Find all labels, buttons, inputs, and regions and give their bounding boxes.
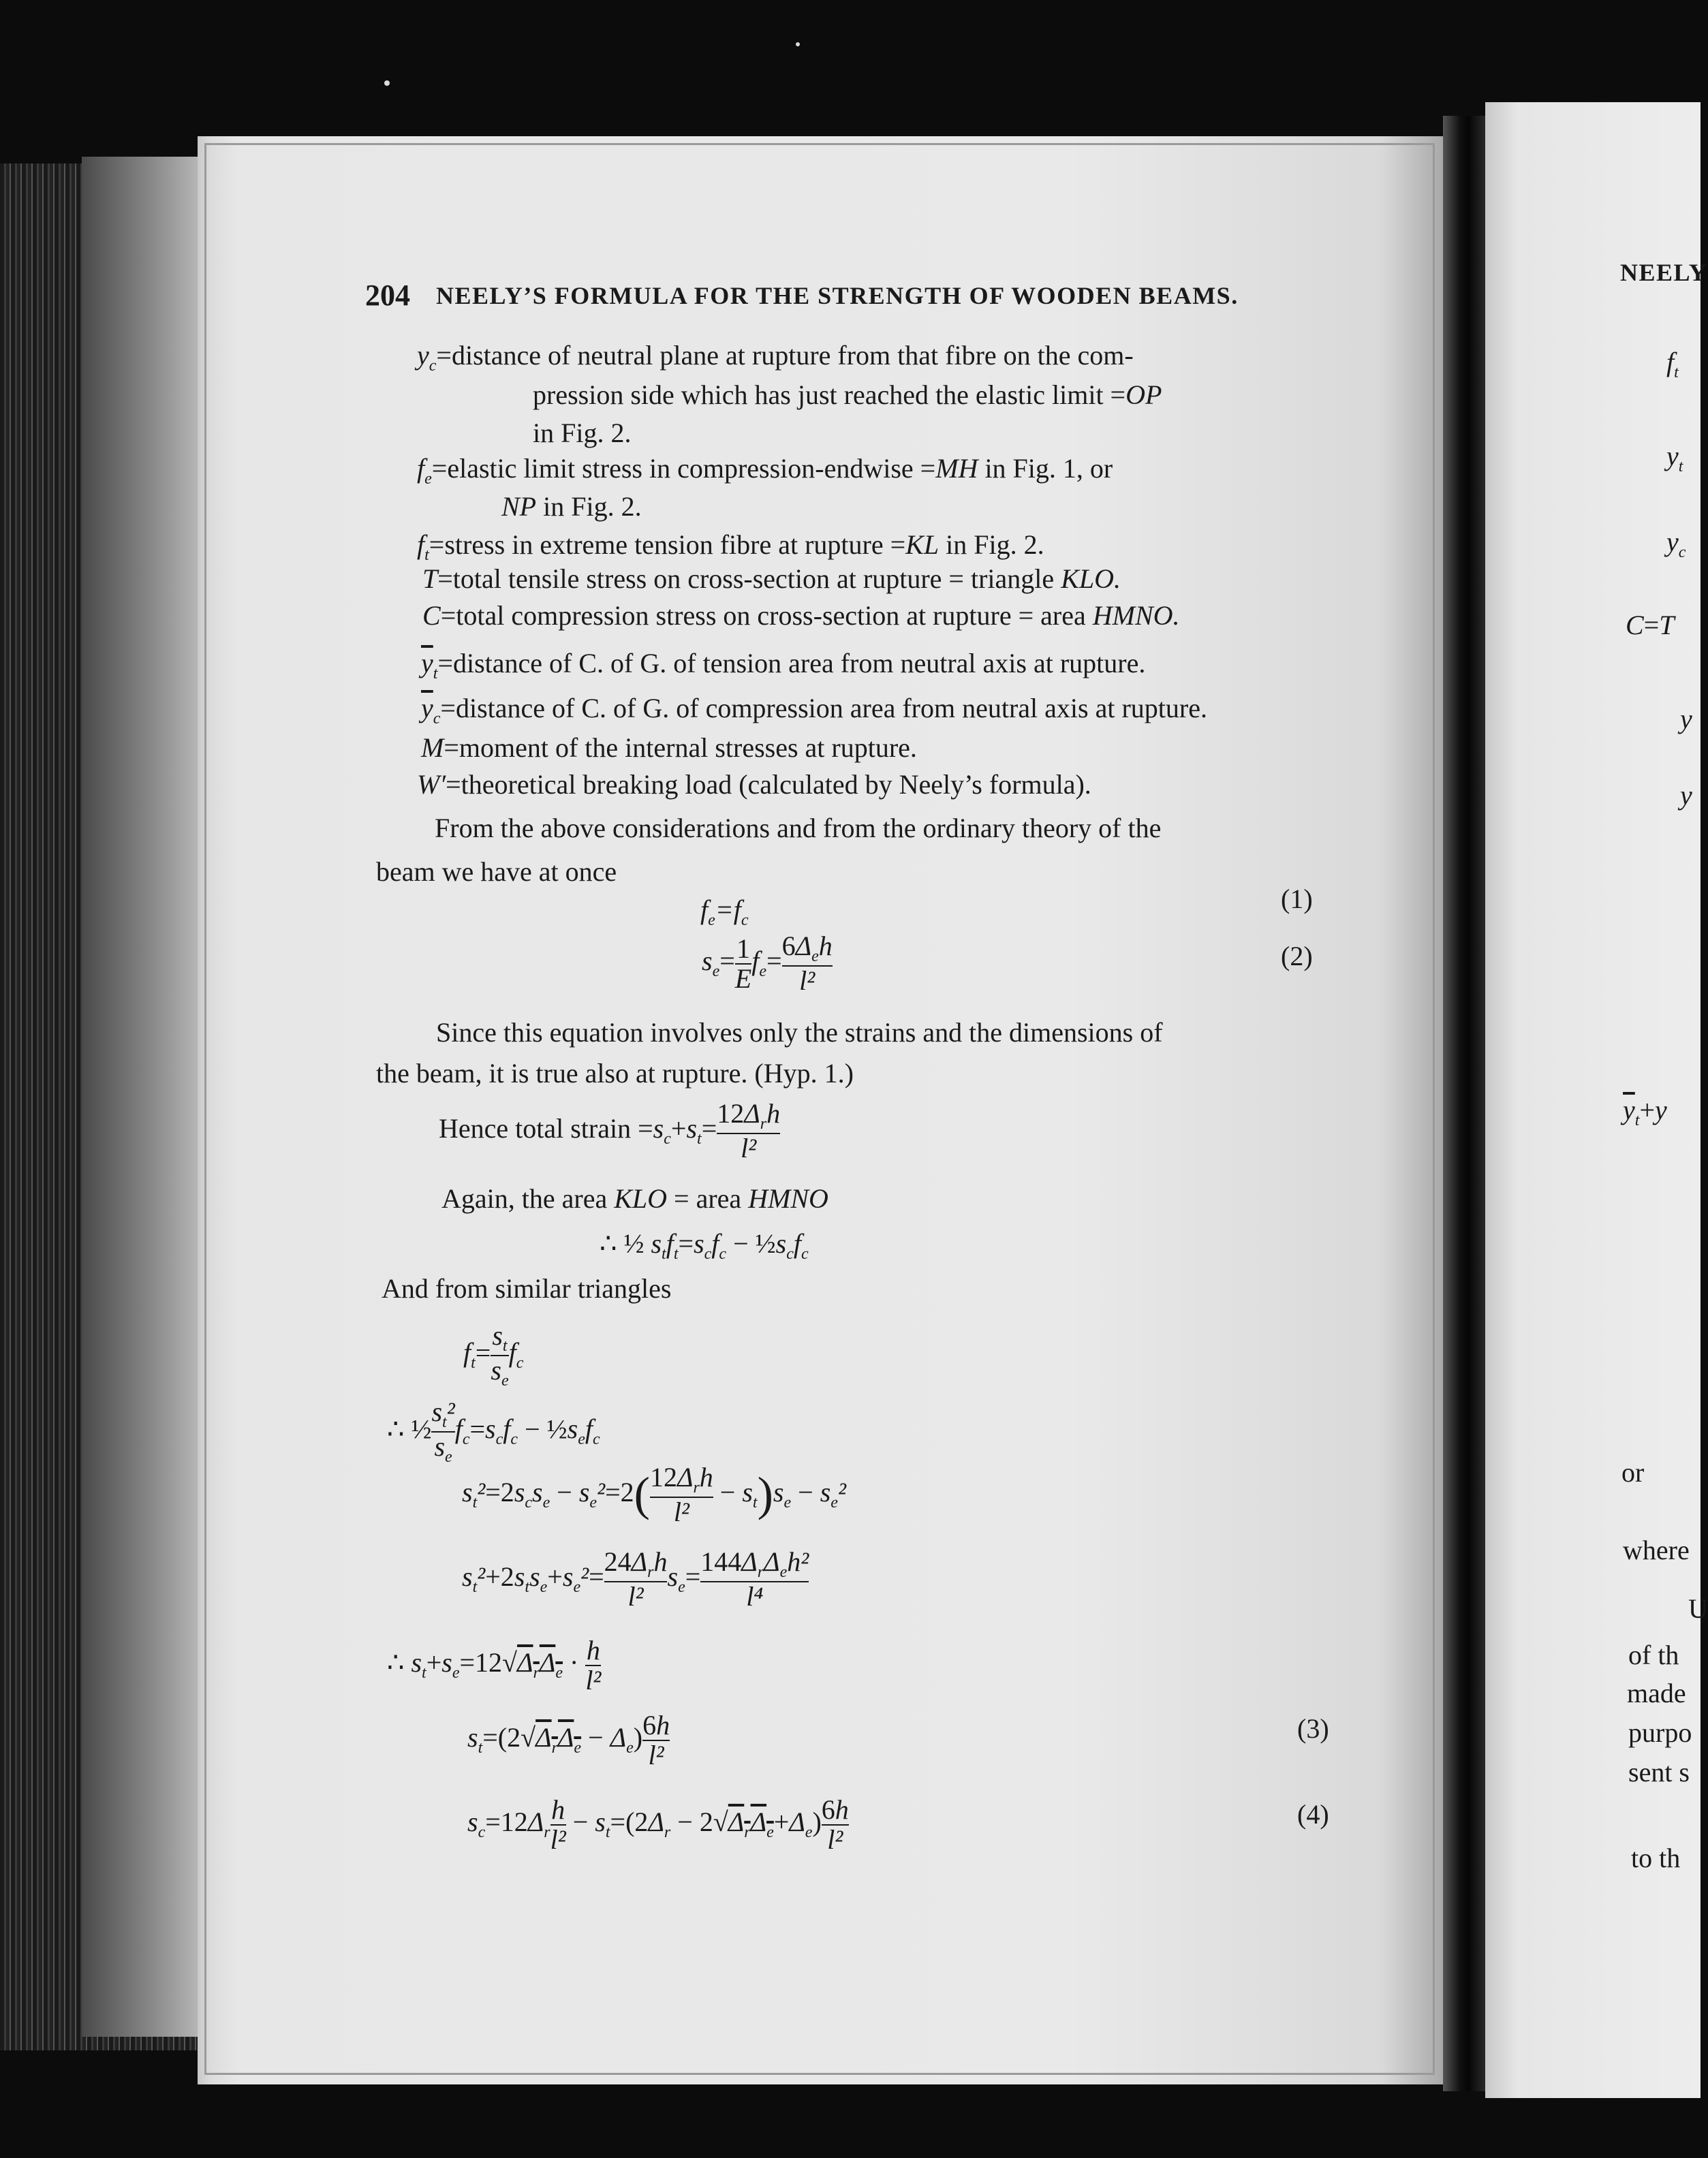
- similar-triangles-equation: $f_t=$ $\frac{s_t}{s_e}$ $f_c$: [463, 1320, 524, 1390]
- paragraph-2: Since this equation involves only the strains and the dimensions of: [436, 1017, 1163, 1048]
- right-fragment-line5: to th: [1631, 1843, 1681, 1873]
- definition-W: W′=theoretical breaking load (calculated by Neely’s formula).: [417, 769, 1091, 800]
- equation-3-number: (3): [1297, 1713, 1329, 1744]
- definition-T: T=total tensile stress on cross-section at rupture = triangle KLO.: [422, 563, 1121, 594]
- right-page: [1485, 102, 1701, 2098]
- dust-speck: [796, 42, 800, 46]
- equation-square: $s_t^2+2s_ts_e+s_e^2=$ $\frac{24\Delta_rh}{\text{l²}}$ $s_e=$ $\frac{144\Delta_r\Delta_eh^2}{\text{l⁴}}$: [462, 1546, 809, 1612]
- right-running-header: NEELY: [1620, 259, 1708, 286]
- paragraph-1: From the above considerations and from the ordinary theory of the: [435, 813, 1162, 843]
- equation-2: $s_e=$ $\frac{1}{E}$ $f_e=$ $\frac{6\Delta_eh}{\text{l²}}$: [702, 931, 833, 997]
- equation-quadratic: $s_t^2=2s_cs_e - s_e^2=2$( $\frac{12\Delta_rh}{\text{l²}}$ − $s_t)s_e - s_e^2$: [462, 1462, 846, 1528]
- definition-C: C=total compression stress on cross-section at rupture = area HMNO.: [422, 600, 1180, 631]
- definition-yc-cont: pression side which has just reached the elastic limit =OP: [533, 379, 1162, 410]
- paragraph-2-cont: the beam, it is true also at rupture. (Hyp. 1.): [376, 1058, 854, 1089]
- equation-root: ∴ $s_t+s_e=12√\Delta_r\Delta_e$ · $\frac{h}{\text{l²}}$: [387, 1635, 602, 1695]
- right-fragment-yc: $y_c$: [1666, 527, 1686, 561]
- definition-fe-cont: NP in Fig. 2.: [501, 491, 642, 522]
- equation-1: $f_e=f_c$: [700, 894, 749, 929]
- definition-ft: $f_t=stress$ in extreme tension fibre at rupture =KL in Fig. 2.: [417, 529, 1044, 564]
- equation-1-number: (1): [1281, 883, 1313, 914]
- right-fragment-sum: $\overline{y}_t+y$: [1623, 1095, 1667, 1129]
- definition-fe: $f_e=elastic$ limit stress in compression-endwise =MH in Fig. 1, or: [417, 453, 1113, 488]
- definition-M: M=moment of the internal stresses at rupture.: [421, 732, 917, 763]
- right-fragment-or: or: [1621, 1457, 1645, 1488]
- book-gutter: [1443, 116, 1485, 2091]
- equation-substitution: ∴ ½ $\frac{s_t^2}{s_e}$ $f_c=s_cf_c$ − $\frac{1}{2}s_ef_c$: [387, 1396, 600, 1467]
- right-fragment-y1: y: [1680, 704, 1692, 734]
- right-fragment-line3: purpo: [1628, 1717, 1692, 1748]
- right-fragment-U: U: [1688, 1593, 1708, 1624]
- equation-4: $s_c=12\Delta_r$ $\frac{h}{\text{l²}}$ − $s_t=(2\Delta_r - 2√\Delta_r\Delta_e+\Delta_e)$ $\frac{6h}{\text{l²}}$: [467, 1794, 849, 1855]
- equation-4-number: (4): [1297, 1799, 1329, 1830]
- definition-yt-bar: $\overline{y}_t=distance$ of C. of G. of tension area from neutral axis at rupture.: [421, 648, 1146, 683]
- equation-3: $s_t=(2√\Delta_r\Delta_e - \Delta_e)$ $\frac{6h}{\text{l²}}$: [467, 1710, 670, 1770]
- right-fragment-line4: sent s: [1628, 1757, 1690, 1787]
- total-strain-equation: Hence total strain $=s_c+s_t=$ $\frac{12\Delta_rh}{\text{l²}}$: [439, 1098, 781, 1164]
- right-fragment-C: C=T: [1626, 610, 1675, 640]
- right-fragment-line1: of th: [1628, 1640, 1679, 1670]
- area-equality: Again, the area KLO = area HMNO: [441, 1183, 828, 1214]
- book-inner-edge: [82, 157, 201, 2037]
- equation-2-number: (2): [1281, 941, 1313, 971]
- definition-yc: $y_c=distance$ of neutral plane at rupture from that fibre on the com-: [417, 340, 1134, 375]
- similar-triangles-text: And from similar triangles: [382, 1273, 672, 1304]
- page-number: 204: [365, 279, 410, 312]
- right-fragment-yt: $y_t$: [1666, 441, 1683, 475]
- definition-yc-cont2: in Fig. 2.: [533, 418, 632, 448]
- paragraph-1-cont: beam we have at once: [376, 856, 617, 887]
- running-header: NEELY’S FORMULA FOR THE STRENGTH OF WOODEN BEAMS.: [436, 282, 1239, 309]
- page-frame: [204, 143, 1435, 2075]
- right-fragment-line2: made: [1627, 1678, 1686, 1708]
- definition-yc-bar: $\overline{y}_c=distance$ of C. of G. of compression area from neutral axis at rupture.: [421, 693, 1207, 728]
- right-fragment-where: where: [1623, 1535, 1690, 1565]
- dust-speck: [384, 80, 390, 86]
- right-fragment-y2: y: [1680, 780, 1692, 811]
- area-equation: ∴ ½ $s_tf_t=s_cf_c$ − $\frac{1}{2}s_cf_c$: [600, 1228, 809, 1263]
- right-fragment-ft: $f_t$: [1666, 347, 1679, 381]
